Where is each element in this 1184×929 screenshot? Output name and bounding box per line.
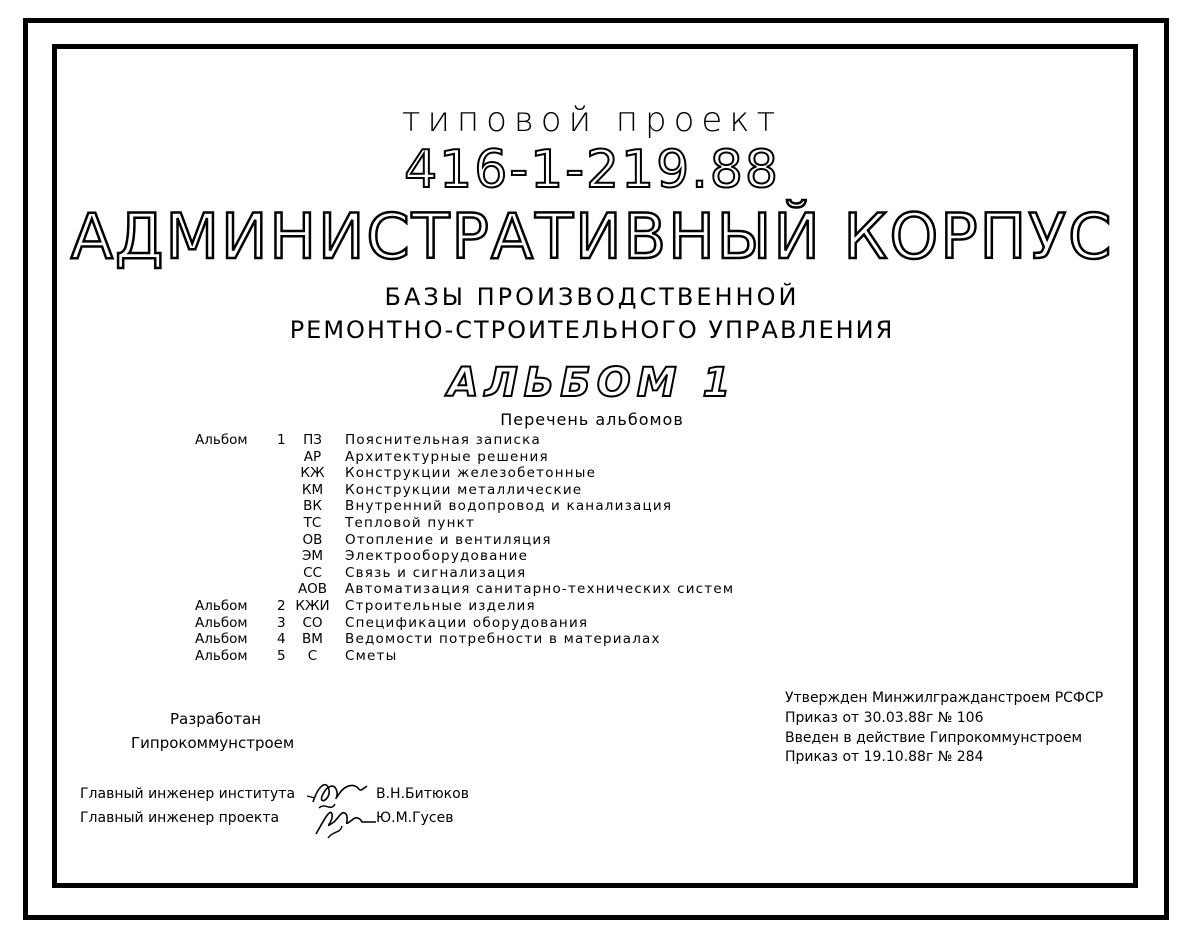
album-number: 2: [277, 597, 286, 614]
album-number: 4: [277, 631, 286, 648]
section-code: ТС: [303, 514, 322, 531]
section-description: Сметы: [345, 647, 398, 664]
developer-org: Гипрокоммунстроем: [131, 734, 295, 752]
section-code: ПЗ: [303, 432, 322, 448]
album-number: 3: [277, 614, 286, 631]
section-code: ОВ: [302, 531, 323, 548]
section-code: ЭМ: [301, 548, 324, 565]
section-code: КЖИ: [295, 597, 330, 614]
approval-line-3: Введен в действие Гипрокоммунстроем: [785, 730, 1083, 746]
section-description: Ведомости потребности в материалах: [345, 631, 661, 648]
section-code: СС: [303, 564, 322, 581]
album-label: Альбом: [195, 597, 248, 614]
section-description: Отопление и вентиляция: [345, 531, 552, 548]
section-description: Тепловой пункт: [345, 514, 476, 531]
section-description: Архитектурные решения: [345, 448, 549, 465]
section-description: Конструкции металлические: [345, 481, 583, 498]
chief-project-name: Ю.М.Гусев: [376, 810, 454, 826]
album-number: 5: [277, 647, 286, 664]
section-description: Внутренний водопровод и канализация: [345, 498, 673, 515]
chief-project-label: Главный инженер проекта: [80, 810, 280, 826]
subtitle-line-2: РЕМОНТНО-СТРОИТЕЛЬНОГО УПРАВЛЕНИЯ: [289, 316, 895, 344]
subtitle-line-1: БАЗЫ ПРОИЗВОДСТВЕННОЙ: [384, 283, 800, 311]
approval-line-4: Приказ от 19.10.88г № 284: [785, 749, 984, 765]
approval-line-2: Приказ от 30.03.88г № 106: [785, 710, 984, 726]
document-title: АДМИНИСТРАТИВНЫЙ КОРПУС: [70, 200, 1114, 273]
section-code: АР: [303, 448, 322, 465]
album-number: 1: [277, 432, 286, 448]
section-code: КЖ: [300, 465, 325, 482]
section-code: ВМ: [302, 631, 323, 648]
section-description: Электрооборудование: [345, 548, 529, 565]
section-code: ВК: [303, 498, 322, 515]
chief-institute-name: В.Н.Битюков: [376, 786, 469, 802]
album-list-title: Перечень альбомов: [500, 410, 684, 429]
section-code: АОВ: [297, 581, 328, 598]
project-number: 416-1-219.88: [404, 140, 780, 200]
section-description: Связь и сигнализация: [345, 564, 527, 581]
section-code: КМ: [301, 481, 324, 498]
developer-label: Разработан: [170, 710, 262, 728]
album-label: Альбом: [195, 631, 248, 648]
album-label: Альбом: [195, 432, 248, 448]
album-label: Альбом: [195, 647, 248, 664]
section-description: Автоматизация санитарно-технических систем: [345, 581, 735, 598]
section-description: Строительные изделия: [345, 597, 536, 614]
signature-project-image: [312, 800, 378, 840]
section-description: Конструкции железобетонные: [345, 465, 597, 482]
section-description: Пояснительная записка: [345, 432, 541, 448]
section-code: СО: [302, 614, 323, 631]
album-label: Альбом: [195, 614, 248, 631]
chief-institute-label: Главный инженер института: [80, 786, 296, 802]
section-code: С: [307, 647, 318, 664]
approval-line-1: Утвержден Минжилгражданстроем РСФСР: [785, 690, 1104, 706]
section-description: Спецификации оборудования: [345, 614, 589, 631]
project-type-label: типовой проект: [401, 100, 783, 140]
album-heading: АЛЬБОМ 1: [447, 360, 737, 406]
